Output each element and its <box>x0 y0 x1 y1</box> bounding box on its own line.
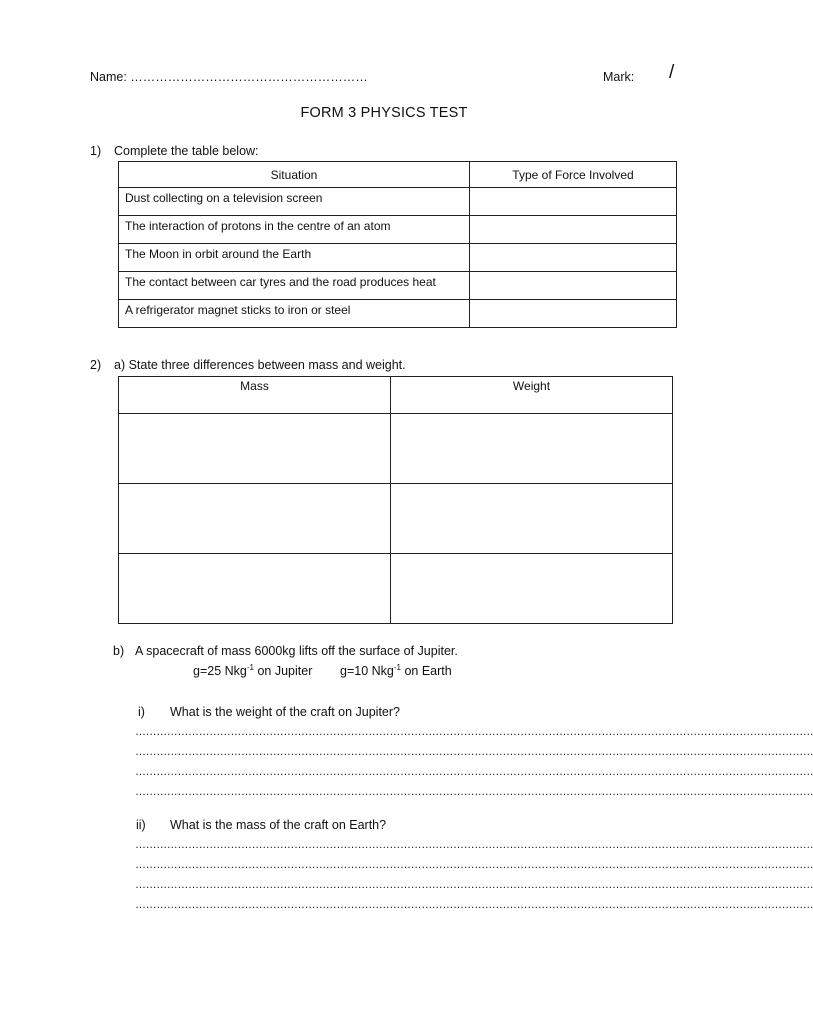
table-row <box>119 272 677 300</box>
force-answer-cell[interactable] <box>470 188 677 216</box>
q2b-label: b) <box>113 644 125 658</box>
answer-line[interactable]: ………………………………………………………………………………………………………………………………………………………………………… <box>135 746 813 758</box>
qi-answer-lines[interactable] <box>135 722 813 802</box>
situation-cell: The interaction of protons in the centre of an atom <box>119 216 470 244</box>
force-table-header-row <box>119 162 677 188</box>
weight-header: Weight <box>391 377 673 414</box>
gravity-earth-suffix: on Earth <box>400 664 452 678</box>
qii-answer-lines[interactable] <box>135 835 813 915</box>
situation-header: Situation <box>119 162 470 188</box>
force-answer-cell[interactable] <box>470 272 677 300</box>
q1-number: 1) <box>90 144 102 158</box>
weight-answer-cell[interactable] <box>391 414 673 484</box>
answer-line[interactable]: ………………………………………………………………………………………………………………………………………………………………………… <box>135 899 813 911</box>
gravity-jupiter <box>193 663 312 679</box>
answer-line[interactable]: ………………………………………………………………………………………………………………………………………………………………………… <box>135 839 813 851</box>
table-row <box>119 188 677 216</box>
gravity-jupiter-prefix: g=25 Nkg <box>193 664 247 678</box>
gravity-earth-prefix: g=10 Nkg <box>340 664 394 678</box>
table-row <box>119 484 673 554</box>
table-row <box>119 554 673 624</box>
weight-answer-cell[interactable] <box>391 484 673 554</box>
q2-number: 2) <box>90 358 102 372</box>
page-title: FORM 3 PHYSICS TEST <box>300 105 468 121</box>
answer-line[interactable]: ………………………………………………………………………………………………………………………………………………………………………… <box>135 859 813 871</box>
mass-weight-table <box>118 376 673 624</box>
force-answer-cell[interactable] <box>470 300 677 328</box>
force-type-header: Type of Force Involved <box>470 162 677 188</box>
qi-text: What is the weight of the craft on Jupiter? <box>170 705 400 719</box>
q2b-text: A spacecraft of mass 6000kg lifts off the surface of Jupiter. <box>135 644 458 658</box>
answer-line[interactable]: ………………………………………………………………………………………………………………………………………………………………………… <box>135 766 813 778</box>
table-row <box>119 216 677 244</box>
gravity-earth-exponent: -1 <box>393 662 401 672</box>
answer-line[interactable]: ………………………………………………………………………………………………………………………………………………………………………… <box>135 786 813 798</box>
gravity-jupiter-exponent: -1 <box>246 662 254 672</box>
weight-answer-cell[interactable] <box>391 554 673 624</box>
qii-label: ii) <box>136 818 146 832</box>
mark-slash: / <box>669 62 675 83</box>
qi-label: i) <box>138 705 145 719</box>
mass-answer-cell[interactable] <box>119 414 391 484</box>
force-answer-cell[interactable] <box>470 244 677 272</box>
table-row <box>119 414 673 484</box>
force-answer-cell[interactable] <box>470 216 677 244</box>
situation-cell: The Moon in orbit around the Earth <box>119 244 470 272</box>
situation-cell: The contact between car tyres and the road produces heat <box>119 272 470 300</box>
mass-header: Mass <box>119 377 391 414</box>
table-row <box>119 300 677 328</box>
mass-answer-cell[interactable] <box>119 484 391 554</box>
answer-line[interactable]: ………………………………………………………………………………………………………………………………………………………………………… <box>135 726 813 738</box>
situation-cell: A refrigerator magnet sticks to iron or steel <box>119 300 470 328</box>
situation-cell: Dust collecting on a television screen <box>119 188 470 216</box>
answer-line[interactable]: ………………………………………………………………………………………………………………………………………………………………………… <box>135 879 813 891</box>
q1-prompt: Complete the table below: <box>114 144 259 158</box>
mass-weight-header-row <box>119 377 673 414</box>
mass-answer-cell[interactable] <box>119 554 391 624</box>
gravity-earth <box>340 663 452 679</box>
gravity-jupiter-suffix: on Jupiter <box>253 664 313 678</box>
qii-text: What is the mass of the craft on Earth? <box>170 818 387 832</box>
mark-label: Mark: <box>603 70 635 84</box>
q2a-prompt: a) State three differences between mass and weight. <box>114 358 406 372</box>
name-field-label: Name: ………………………………………………… <box>90 70 368 84</box>
table-row <box>119 244 677 272</box>
force-table <box>118 161 677 328</box>
